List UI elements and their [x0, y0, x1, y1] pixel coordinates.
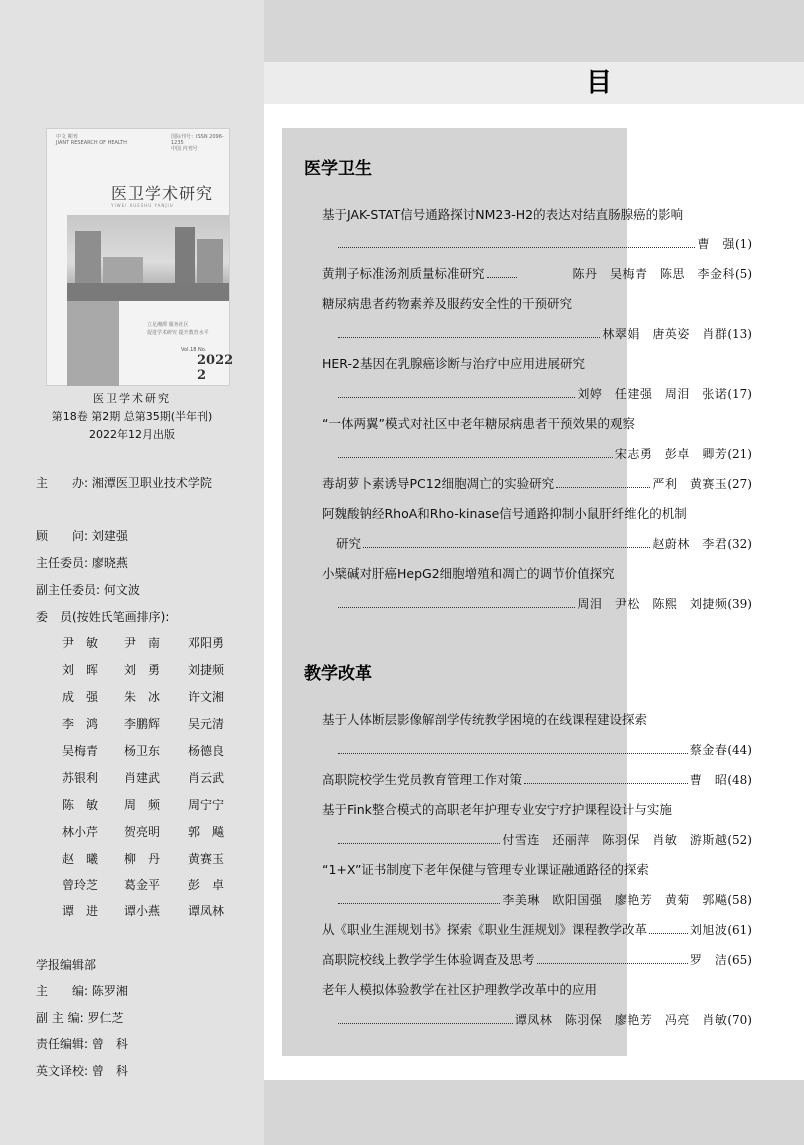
toc-item[interactable] [336, 236, 752, 252]
member-name: 刘捷频 [188, 663, 225, 677]
english-proofreader-value: 曾 科 [91, 1064, 128, 1078]
member-name: 刘 晖 [62, 663, 99, 677]
toc-item-page: (1) [735, 237, 752, 251]
toc-item[interactable] [322, 922, 752, 938]
section-title-medical: 医学卫生 [304, 159, 372, 179]
toc-item-authors: 林翠娟 唐英姿 肖群 [602, 327, 728, 341]
toc-item-page: (13) [727, 327, 752, 341]
editor-in-chief-label: 主 编: [36, 984, 89, 998]
sponsor-value: 湘潭医卫职业技术学院 [91, 476, 212, 490]
toc-item[interactable] [336, 386, 752, 402]
toc-item-authors: 陈丹 吴梅青 陈思 李金科 [572, 267, 735, 281]
member-name: 彭 卓 [188, 878, 225, 892]
toc-item[interactable] [322, 476, 752, 492]
toc-item-authors: 李美琳 欧阳国强 廖艳芳 黄菊 郭飚 [502, 893, 728, 907]
leader-dots [338, 843, 500, 844]
cover-top-right [171, 134, 229, 152]
cover-top-left-line: 中文 期刊 [56, 134, 78, 140]
toc-item-title: 高职院校线上教学学生体验调查及思考 [322, 952, 535, 967]
cover-slogan-line: 促进学术研究 提升教育水平 [147, 330, 209, 336]
cover-top-left-line: JIANT RESEARCH OF HEALTH [56, 140, 127, 146]
toc-item-page: (32) [727, 537, 752, 551]
toc-item-title: 基于人体断层影像解剖学传统教学困境的在线课程建设探索 [322, 712, 648, 727]
cover-slogan [147, 321, 209, 337]
toc-item-page: (58) [727, 893, 752, 907]
toc-item[interactable] [336, 446, 752, 462]
member-name: 成 强 [62, 690, 99, 704]
toc-item-title: “1+X”证书制度下老年保健与管理专业课证融通路径的探索 [322, 862, 649, 877]
deputy-director-value: 何文波 [103, 583, 140, 597]
leader-dots [338, 607, 575, 608]
section-title-teaching: 教学改革 [304, 664, 372, 684]
advisor-label: 顾 问: [36, 529, 89, 543]
sponsor-row [36, 475, 212, 491]
toc-item-authors: 严利 黄赛玉 [652, 477, 728, 491]
member-name: 许文湘 [188, 690, 225, 704]
bottom-banner [264, 1080, 804, 1145]
sponsor-label: 主 办: [36, 476, 89, 490]
toc-item[interactable] [322, 772, 752, 788]
caption-date: 2022年12月出版 [89, 428, 175, 441]
member-name: 肖云武 [188, 771, 225, 785]
toc-item[interactable] [336, 1012, 752, 1028]
toc-item-title: 老年人模拟体验教学在社区护理教学改革中的应用 [322, 982, 598, 997]
building-shape [75, 231, 101, 283]
building-shape [103, 257, 143, 283]
deputy-editor-value: 罗仁芝 [87, 1011, 124, 1025]
member-name: 郭 飚 [188, 825, 225, 839]
toc-item-page: (52) [727, 833, 752, 847]
toc-item[interactable] [322, 952, 752, 968]
member-name: 林小芹 [62, 825, 99, 839]
toc-item-title: 基于Fink整合模式的高职老年护理专业安宁疗护课程设计与实施 [322, 802, 672, 817]
toc-item-page: (17) [727, 387, 752, 401]
building-shape [197, 239, 223, 283]
deputy-director-label: 副主任委员: [36, 583, 101, 597]
toc-item-page: (61) [727, 923, 752, 937]
toc-item-page: (39) [727, 597, 752, 611]
cover-top-right-line: 国际刊号：ISSN 2096-1235 [171, 134, 224, 146]
toc-item-title: 糖尿病患者药物素养及服药安全性的干预研究 [322, 296, 573, 311]
toc-item-title: 高职院校学生党员教育管理工作对策 [322, 772, 523, 787]
leader-dots [338, 753, 688, 754]
member-name: 邓阳勇 [188, 636, 225, 650]
deputy-director-row [36, 582, 140, 598]
cover-title: 医卫学术研究 [111, 184, 214, 203]
toc-item-title: 毒胡萝卜素诱导PC12细胞凋亡的实验研究 [322, 476, 555, 491]
member-name: 谭小燕 [124, 904, 161, 918]
members-label: 委 员(按姓氏笔画排序): [36, 610, 170, 624]
toc-item-authors: 付雪连 还丽萍 陈羽保 肖敏 游斯越 [502, 833, 728, 847]
member-name: 朱 冰 [124, 690, 161, 704]
toc-item-authors: 宋志勇 彭卓 卿芳 [614, 447, 728, 461]
director-value: 廖晓燕 [91, 556, 128, 570]
toc-item-authors: 赵蔚林 李君 [652, 537, 728, 551]
leader-dots [338, 247, 695, 248]
member-name: 周宁宁 [188, 798, 225, 812]
contents-title: 目 [586, 68, 613, 98]
english-proofreader-row [36, 1063, 128, 1079]
toc-item-title: 从《职业生涯规划书》探索《职业生涯规划》课程教学改革 [322, 922, 648, 937]
member-name: 李 鸿 [62, 717, 99, 731]
member-name: 曾玲芝 [62, 878, 99, 892]
toc-item-page: (5) [735, 267, 752, 281]
toc-item-authors: 周泪 尹松 陈熙 刘捷频 [577, 597, 728, 611]
toc-item-page: (65) [727, 953, 752, 967]
member-name: 黄赛玉 [188, 852, 225, 866]
cover-gray-block [67, 301, 119, 386]
toc-item-authors: 刘旭波 [689, 923, 728, 937]
leader-dots [338, 457, 613, 458]
toc-item[interactable] [336, 832, 752, 848]
toc-item-authors: 曹 强 [697, 237, 735, 251]
member-name: 肖建武 [124, 771, 161, 785]
member-name: 苏银利 [62, 771, 99, 785]
journal-cover [46, 128, 234, 386]
caption-issue: 第18卷 第2期 总第35期(半年刊) [51, 410, 213, 423]
toc-item-title: 基于JAK-STAT信号通路探讨NM23-H2的表达对结直肠腺癌的影响 [322, 207, 684, 222]
ground-shape [67, 283, 229, 301]
member-name: 柳 丹 [124, 852, 161, 866]
director-label: 主任委员: [36, 556, 89, 570]
title-band [264, 62, 804, 104]
toc-item-title: “一体两翼”模式对社区中老年糖尿病患者干预效果的观察 [322, 416, 635, 431]
member-name: 尹 敏 [62, 636, 99, 650]
responsible-editor-value: 曾 科 [91, 1037, 128, 1051]
member-name: 谭凤林 [188, 904, 225, 918]
leader-dots [363, 547, 650, 548]
responsible-editor-label: 责任编辑: [36, 1037, 89, 1051]
toc-item-page: (70) [727, 1013, 752, 1027]
toc-item-title: 黄荆子标准汤剂质量标准研究 [322, 266, 485, 281]
building-shape [175, 227, 195, 283]
toc-item-page: (44) [727, 743, 752, 757]
toc-item-authors: 蔡金春 [689, 743, 728, 757]
leader-dots [338, 337, 600, 338]
member-name: 刘 勇 [124, 663, 161, 677]
toc-item-title: HER-2基因在乳腺癌诊断与治疗中应用进展研究 [322, 356, 585, 371]
toc-item-title-continued: 研究 [336, 536, 362, 551]
advisor-value: 刘建强 [91, 529, 128, 543]
toc-item-authors: 曹 昭 [689, 773, 728, 787]
toc-item-authors: 谭凤林 陈羽保 廖艳芳 冯亮 肖敏 [514, 1013, 728, 1027]
toc-item[interactable] [336, 326, 752, 342]
member-name: 葛金平 [124, 878, 161, 892]
cover-top-right-line: 中国 内刊号 [171, 146, 198, 152]
editor-in-chief-row [36, 983, 128, 999]
leader-dots [556, 487, 650, 488]
leader-dots [649, 933, 688, 934]
responsible-editor-row [36, 1036, 128, 1052]
cover-volume: Vol.18 No. [181, 347, 207, 353]
toc-item-page: (48) [727, 773, 752, 787]
member-name: 吴元清 [188, 717, 225, 731]
leader-dots [487, 277, 517, 278]
leader-dots [524, 783, 688, 784]
cover-photo [67, 215, 229, 301]
leader-dots [338, 1023, 513, 1024]
deputy-editor-label: 副 主 编: [36, 1011, 84, 1025]
member-name: 赵 曦 [62, 852, 99, 866]
toc-item[interactable] [336, 892, 752, 908]
deputy-editor-row [36, 1010, 124, 1026]
member-name: 杨德良 [188, 744, 225, 758]
toc-item[interactable] [336, 742, 752, 758]
cover-slogan-line: 立足湘潭 服务社区 [147, 322, 189, 328]
toc-item-page: (21) [727, 447, 752, 461]
advisor-row [36, 528, 128, 544]
member-name: 李鹏辉 [124, 717, 161, 731]
toc-item[interactable] [322, 266, 752, 282]
toc-item[interactable] [336, 596, 752, 612]
toc-item-title: 阿魏酸钠经RhoA和Rho-kinase信号通路抑制小鼠肝纤维化的机制 [322, 506, 687, 521]
toc-item-title: 小檗碱对肝癌HepG2细胞增殖和凋亡的调节价值探究 [322, 566, 615, 581]
toc-item[interactable] [336, 536, 752, 552]
caption-journal: 医卫学术研究 [93, 392, 171, 405]
member-name: 尹 南 [124, 636, 161, 650]
toc-item-authors: 罗 洁 [689, 953, 728, 967]
english-proofreader-label: 英文译校: [36, 1064, 89, 1078]
leader-dots [537, 963, 688, 964]
member-name: 陈 敏 [62, 798, 99, 812]
toc-item-page: (27) [727, 477, 752, 491]
toc-item-authors: 刘婷 任建强 周泪 张诺 [577, 387, 728, 401]
leader-dots [338, 903, 500, 904]
member-name: 贺亮明 [124, 825, 161, 839]
top-banner [264, 0, 804, 62]
editor-in-chief-value: 陈罗湘 [91, 984, 128, 998]
cover-number: 2022 2 [197, 353, 234, 383]
editorial-dept-heading: 学报编辑部 [36, 958, 97, 972]
member-name: 杨卫东 [124, 744, 161, 758]
cover-top-left [56, 134, 127, 146]
leader-dots [338, 397, 575, 398]
member-name: 吴梅青 [62, 744, 99, 758]
cover-subtitle: YIWEI XUESHU YANJIU [111, 203, 174, 208]
director-row [36, 555, 128, 571]
member-name: 谭 进 [62, 904, 99, 918]
member-name: 周 频 [124, 798, 161, 812]
